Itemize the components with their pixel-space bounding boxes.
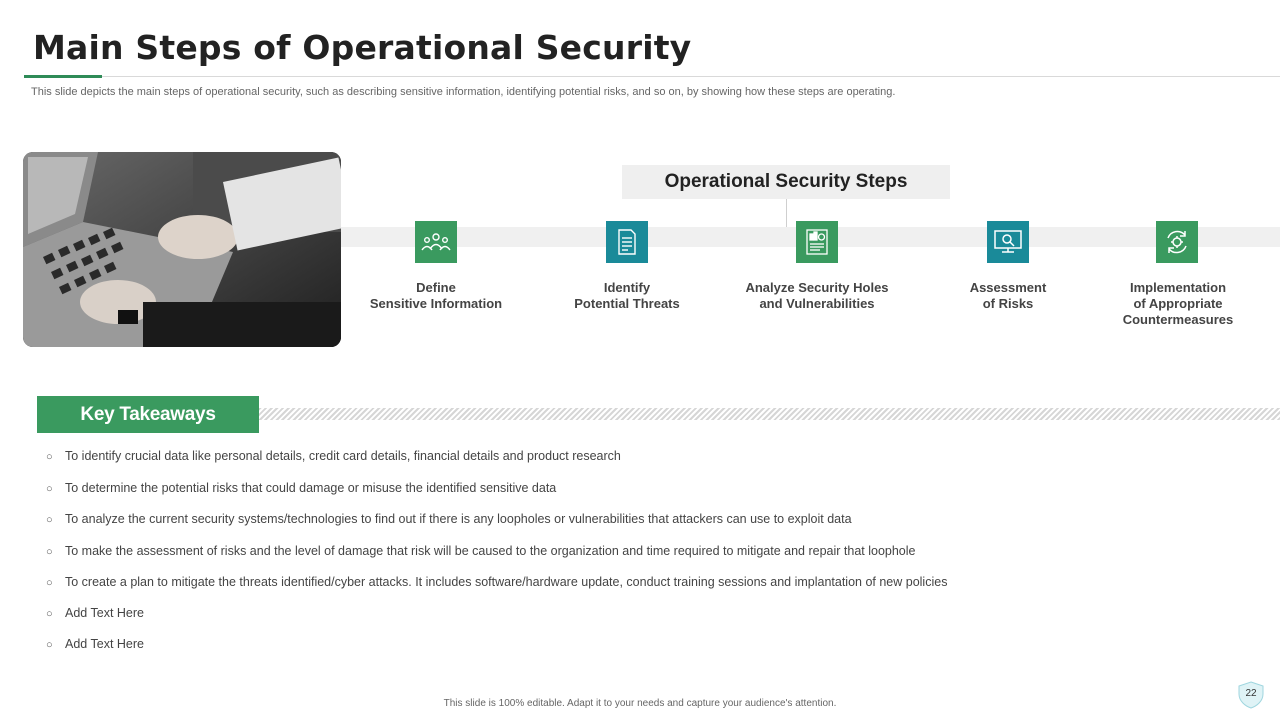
- key-takeaways-stripe: [259, 408, 1280, 420]
- takeaway-text: To make the assessment of risks and the level of damage that risk will be caused to the organization and time required to mitigate and repair that loophole: [65, 544, 916, 558]
- slide-title: Main Steps of Operational Security: [33, 28, 692, 67]
- list-item: [46, 637, 144, 651]
- circle-bullet-icon: ○: [46, 577, 53, 589]
- page-number: 22: [1245, 688, 1257, 699]
- circle-bullet-icon: ○: [46, 546, 53, 558]
- step-label-analyze: Analyze Security Holes and Vulnerabilities: [745, 280, 889, 311]
- circle-bullet-icon: ○: [46, 608, 53, 620]
- takeaway-text: To identify crucial data like personal details, credit card details, financial details and product research: [65, 449, 621, 463]
- circle-bullet-icon: ○: [46, 483, 53, 495]
- list-item: [46, 512, 852, 526]
- takeaway-text: To analyze the current security systems/technologies to find out if there is any loopholes or vulnerabilities that attackers can use to exploit data: [65, 512, 852, 526]
- list-item: [46, 575, 947, 589]
- step-label-implementation: Implementation of Appropriate Countermeasures: [1122, 280, 1234, 327]
- footer-note: This slide is 100% editable. Adapt it to your needs and capture your audience's attention.: [443, 698, 837, 709]
- step-label-assessment: Assessment of Risks: [969, 280, 1047, 311]
- title-divider: [24, 76, 1280, 77]
- takeaway-text: Add Text Here: [65, 637, 144, 651]
- list-item: [46, 481, 556, 495]
- title-accent-bar: [24, 75, 102, 78]
- list-item: [46, 449, 621, 463]
- document-icon: [606, 221, 648, 263]
- step-label-define: Define Sensitive Information: [369, 280, 503, 311]
- slide-subtitle: This slide depicts the main steps of operational security, such as describing sensitive information, identifying potential risks, and so on, by showing how these steps are operating.: [31, 86, 896, 98]
- laptop-photo: [23, 152, 341, 347]
- circle-bullet-icon: ○: [46, 451, 53, 463]
- report-chart-icon: [796, 221, 838, 263]
- gear-cycle-icon: [1156, 221, 1198, 263]
- circle-bullet-icon: ○: [46, 514, 53, 526]
- takeaway-text: Add Text Here: [65, 606, 144, 620]
- key-takeaways-title: Key Takeaways: [37, 396, 259, 433]
- step-label-identify: Identify Potential Threats: [574, 280, 680, 311]
- steps-header-connector: [786, 199, 787, 227]
- list-item: [46, 544, 915, 558]
- circle-bullet-icon: ○: [46, 639, 53, 651]
- list-item: [46, 606, 144, 620]
- takeaway-text: To create a plan to mitigate the threats identified/cyber attacks. It includes software/hardware update, conduct training sessions and implantation of new policies: [65, 575, 948, 589]
- monitor-search-icon: [987, 221, 1029, 263]
- people-group-icon: [415, 221, 457, 263]
- takeaway-text: To determine the potential risks that could damage or misuse the identified sensitive data: [65, 481, 557, 495]
- steps-header: Operational Security Steps: [622, 165, 950, 199]
